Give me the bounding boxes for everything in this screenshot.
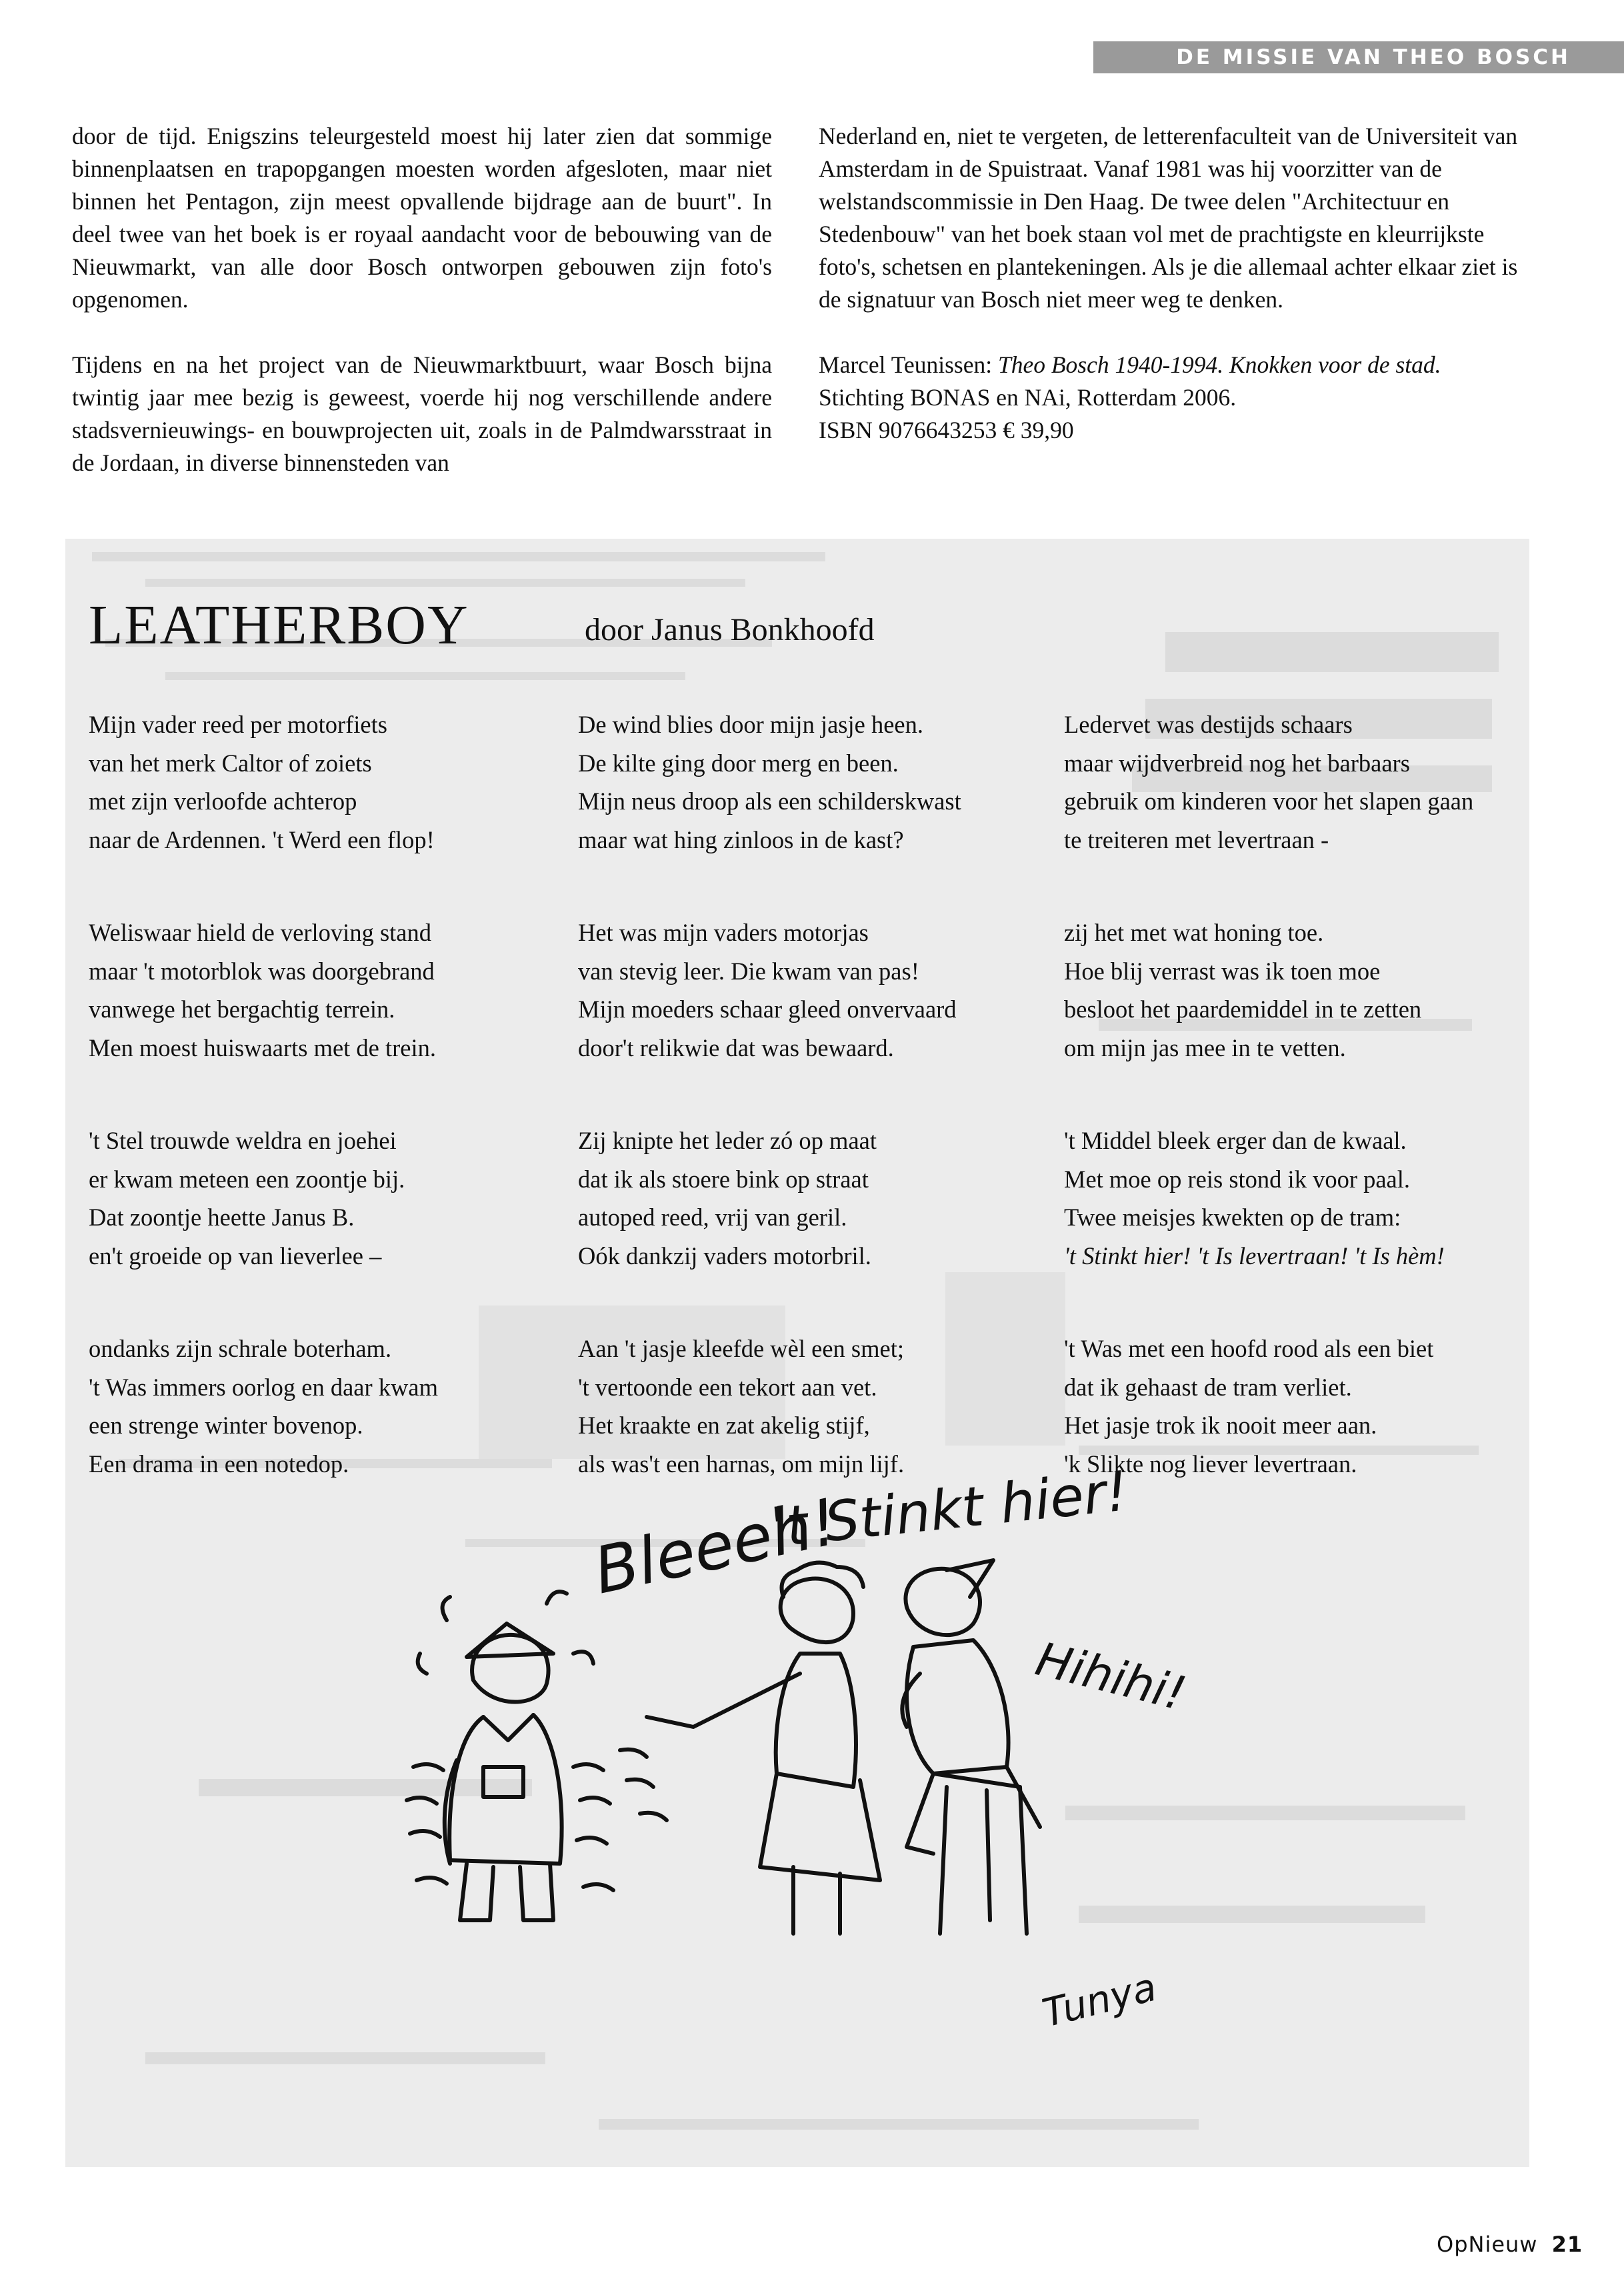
poem-stanza bbox=[89, 1121, 555, 1275]
poem-line: Dat zoontje heette Janus B. bbox=[89, 1204, 355, 1231]
poem-line: Mijn moeders schaar gleed onvervaard bbox=[578, 995, 957, 1023]
poem-line: te treiteren met levertraan - bbox=[1064, 825, 1329, 853]
poem-line: Een drama in een notedop. bbox=[89, 1450, 349, 1478]
cartoon-speech-stinkt: 't Stinkt hier! bbox=[768, 1460, 1131, 1560]
poem-line: ondanks zijn schrale boterham. bbox=[89, 1335, 392, 1362]
poem-line: Het was mijn vaders motorjas bbox=[578, 919, 869, 946]
section-title: DE MISSIE VAN THEO BOSCH bbox=[1176, 45, 1571, 69]
article-paragraph: door de tijd. Enigszins teleurgesteld moest hij later zien dat sommige binnenplaatsen en trapopgangen moesten worden afgesloten, maar niet binnen het Pentagon, zijn meest opvallende bijdrage aan de buurt". In deel twee van het boek is er royaal aandacht voor de bebouwing van de Nieuwmarkt, van alle door Bosch ontworpen gebouwen zijn foto's opgenomen. bbox=[72, 123, 772, 313]
article-left-column bbox=[72, 120, 772, 479]
poem-line: Mijn neus droop als een schilderskwast bbox=[578, 787, 961, 815]
poem-line: De kilte ging door merg en been. bbox=[578, 749, 899, 777]
poem-line: 't Stinkt hier! 't Is levertraan! 't Is hèm! bbox=[1064, 1242, 1445, 1270]
poem-line: autoped reed, vrij van geril. bbox=[578, 1204, 847, 1231]
page-footer bbox=[1437, 2231, 1583, 2258]
poem-line: met zijn verloofde achterop bbox=[89, 787, 357, 815]
poem-line: vanwege het bergachtig terrein. bbox=[89, 995, 395, 1023]
poem-line: dat ik als stoere bink op straat bbox=[578, 1165, 869, 1193]
cartoon-illustration bbox=[333, 1454, 1200, 2087]
citation-author: Marcel Teunissen: bbox=[819, 351, 993, 378]
poem-line: maar wijdverbreid nog het barbaars bbox=[1064, 749, 1410, 777]
cartoon-signature: Tunya bbox=[1037, 1964, 1161, 2036]
poem-column-3 bbox=[1064, 705, 1531, 1483]
poem-line: Ledervet was destijds schaars bbox=[1064, 711, 1353, 738]
poem-line: Met moe op reis stond ik voor paal. bbox=[1064, 1165, 1411, 1193]
pointing-girl-figure bbox=[647, 1563, 880, 1934]
cartoon-speech-hihihi: Hihihi! bbox=[1030, 1631, 1191, 1722]
poem-stanza bbox=[578, 1121, 1045, 1275]
poem-line: Het jasje trok ik nooit meer aan. bbox=[1064, 1412, 1377, 1439]
citation-book-title: Theo Bosch 1940-1994. Knokken voor de stad. bbox=[997, 351, 1441, 378]
poem-line: Het kraakte en zat akelig stijf, bbox=[578, 1412, 870, 1439]
poem-stanza bbox=[1064, 913, 1531, 1067]
poem-line: 't vertoonde een tekort aan vet. bbox=[578, 1373, 877, 1401]
poem-line: Men moest huiswaarts met de trein. bbox=[89, 1033, 437, 1061]
boy-figure bbox=[407, 1592, 613, 1920]
poem-stanza bbox=[578, 913, 1045, 1067]
poem-stanza bbox=[89, 913, 555, 1067]
poem-line: Aan 't jasje kleefde wèl een smet; bbox=[578, 1335, 904, 1362]
poem-stanza bbox=[1064, 705, 1531, 859]
article-paragraph: Nederland en, niet te vergeten, de letterenfaculteit van de Universiteit van Amsterdam in de Spuistraat. Vanaf 1981 was hij voorzitter van de welstandscommissie in Den Haag. De twee delen "Architectuur en Stedenbouw" van het boek staan vol met de prachtigste en kleurrijkste foto's, schetsen en plantekeningen. Als je die allemaal achter elkaar ziet is de signatuur van Bosch niet meer weg te denken. bbox=[819, 123, 1518, 313]
poem-line: Mijn vader reed per motorfiets bbox=[89, 711, 387, 738]
citation-publisher: Stichting BONAS en NAi, Rotterdam 2006. bbox=[819, 384, 1237, 411]
poem-line: De wind blies door mijn jasje heen. bbox=[578, 711, 923, 738]
poem-line: en't groeide op van lieverlee – bbox=[89, 1242, 382, 1270]
poem-line: een strenge winter bovenop. bbox=[89, 1412, 363, 1439]
poem-line: van stevig leer. Die kwam van pas! bbox=[578, 957, 919, 985]
poem-stanza bbox=[578, 705, 1045, 859]
stink-lines bbox=[620, 1750, 667, 1820]
poem-line: zij het met wat honing toe. bbox=[1064, 919, 1324, 946]
poem-title: LEATHERBOY bbox=[89, 594, 469, 656]
poem-line: Hoe blij verrast was ik toen moe bbox=[1064, 957, 1381, 985]
poem-author: door Janus Bonkhoofd bbox=[585, 612, 875, 647]
magazine-name: OpNieuw bbox=[1437, 2232, 1538, 2257]
poem-line: 't Stel trouwde weldra en joehei bbox=[89, 1127, 397, 1154]
cartoon-speech-bleeeh: Bleeeh! bbox=[587, 1484, 844, 1609]
article-right-column bbox=[819, 120, 1519, 447]
poem-line: 't Was met een hoofd rood als een biet bbox=[1064, 1335, 1434, 1362]
poem-stanza bbox=[89, 705, 555, 859]
poem-line: maar 't motorblok was doorgebrand bbox=[89, 957, 435, 985]
poem-line: naar de Ardennen. 't Werd een flop! bbox=[89, 825, 435, 853]
laughing-girl-figure bbox=[902, 1560, 1040, 1934]
article-paragraph: Tijdens en na het project van de Nieuwmarktbuurt, waar Bosch bijna twintig jaar mee bezig is geweest, voerde hij nog verschillende andere stadsvernieuwings- en bouwprojecten uit, zoals in de Palmdwarsstraat in de Jordaan, in diverse binnensteden van bbox=[72, 351, 772, 476]
poem-column-1 bbox=[89, 705, 555, 1483]
poem-line: maar wat hing zinloos in de kast? bbox=[578, 825, 904, 853]
poem-line: er kwam meteen een zoontje bij. bbox=[89, 1165, 405, 1193]
poem-line: Zij knipte het leder zó op maat bbox=[578, 1127, 877, 1154]
poem-line: 't Middel bleek erger dan de kwaal. bbox=[1064, 1127, 1407, 1154]
poem-line: besloot het paardemiddel in te zetten bbox=[1064, 995, 1422, 1023]
poem-line: gebruik om kinderen voor het slapen gaan bbox=[1064, 787, 1474, 815]
poem-line: 'k Slikte nog liever levertraan. bbox=[1064, 1450, 1357, 1478]
citation-isbn-price: ISBN 9076643253 € 39,90 bbox=[819, 417, 1074, 443]
poem-line: Twee meisjes kwekten op de tram: bbox=[1064, 1204, 1401, 1231]
page-number: 21 bbox=[1551, 2232, 1583, 2257]
poem-line: als was't een harnas, om mijn lijf. bbox=[578, 1450, 905, 1478]
poem-line: Weliswaar hield de verloving stand bbox=[89, 919, 431, 946]
poem-line: 't Was immers oorlog en daar kwam bbox=[89, 1373, 438, 1401]
poem-column-2 bbox=[578, 705, 1045, 1483]
poem-line: van het merk Caltor of zoiets bbox=[89, 749, 372, 777]
poem-line: door't relikwie dat was bewaard. bbox=[578, 1033, 894, 1061]
poem-line: Oók dankzij vaders motorbril. bbox=[578, 1242, 871, 1270]
book-citation bbox=[819, 349, 1519, 447]
section-header-bar bbox=[1093, 41, 1624, 73]
poem-stanza bbox=[1064, 1121, 1531, 1275]
poem-line: om mijn jas mee in te vetten. bbox=[1064, 1033, 1346, 1061]
poem-line: dat ik gehaast de tram verliet. bbox=[1064, 1373, 1352, 1401]
